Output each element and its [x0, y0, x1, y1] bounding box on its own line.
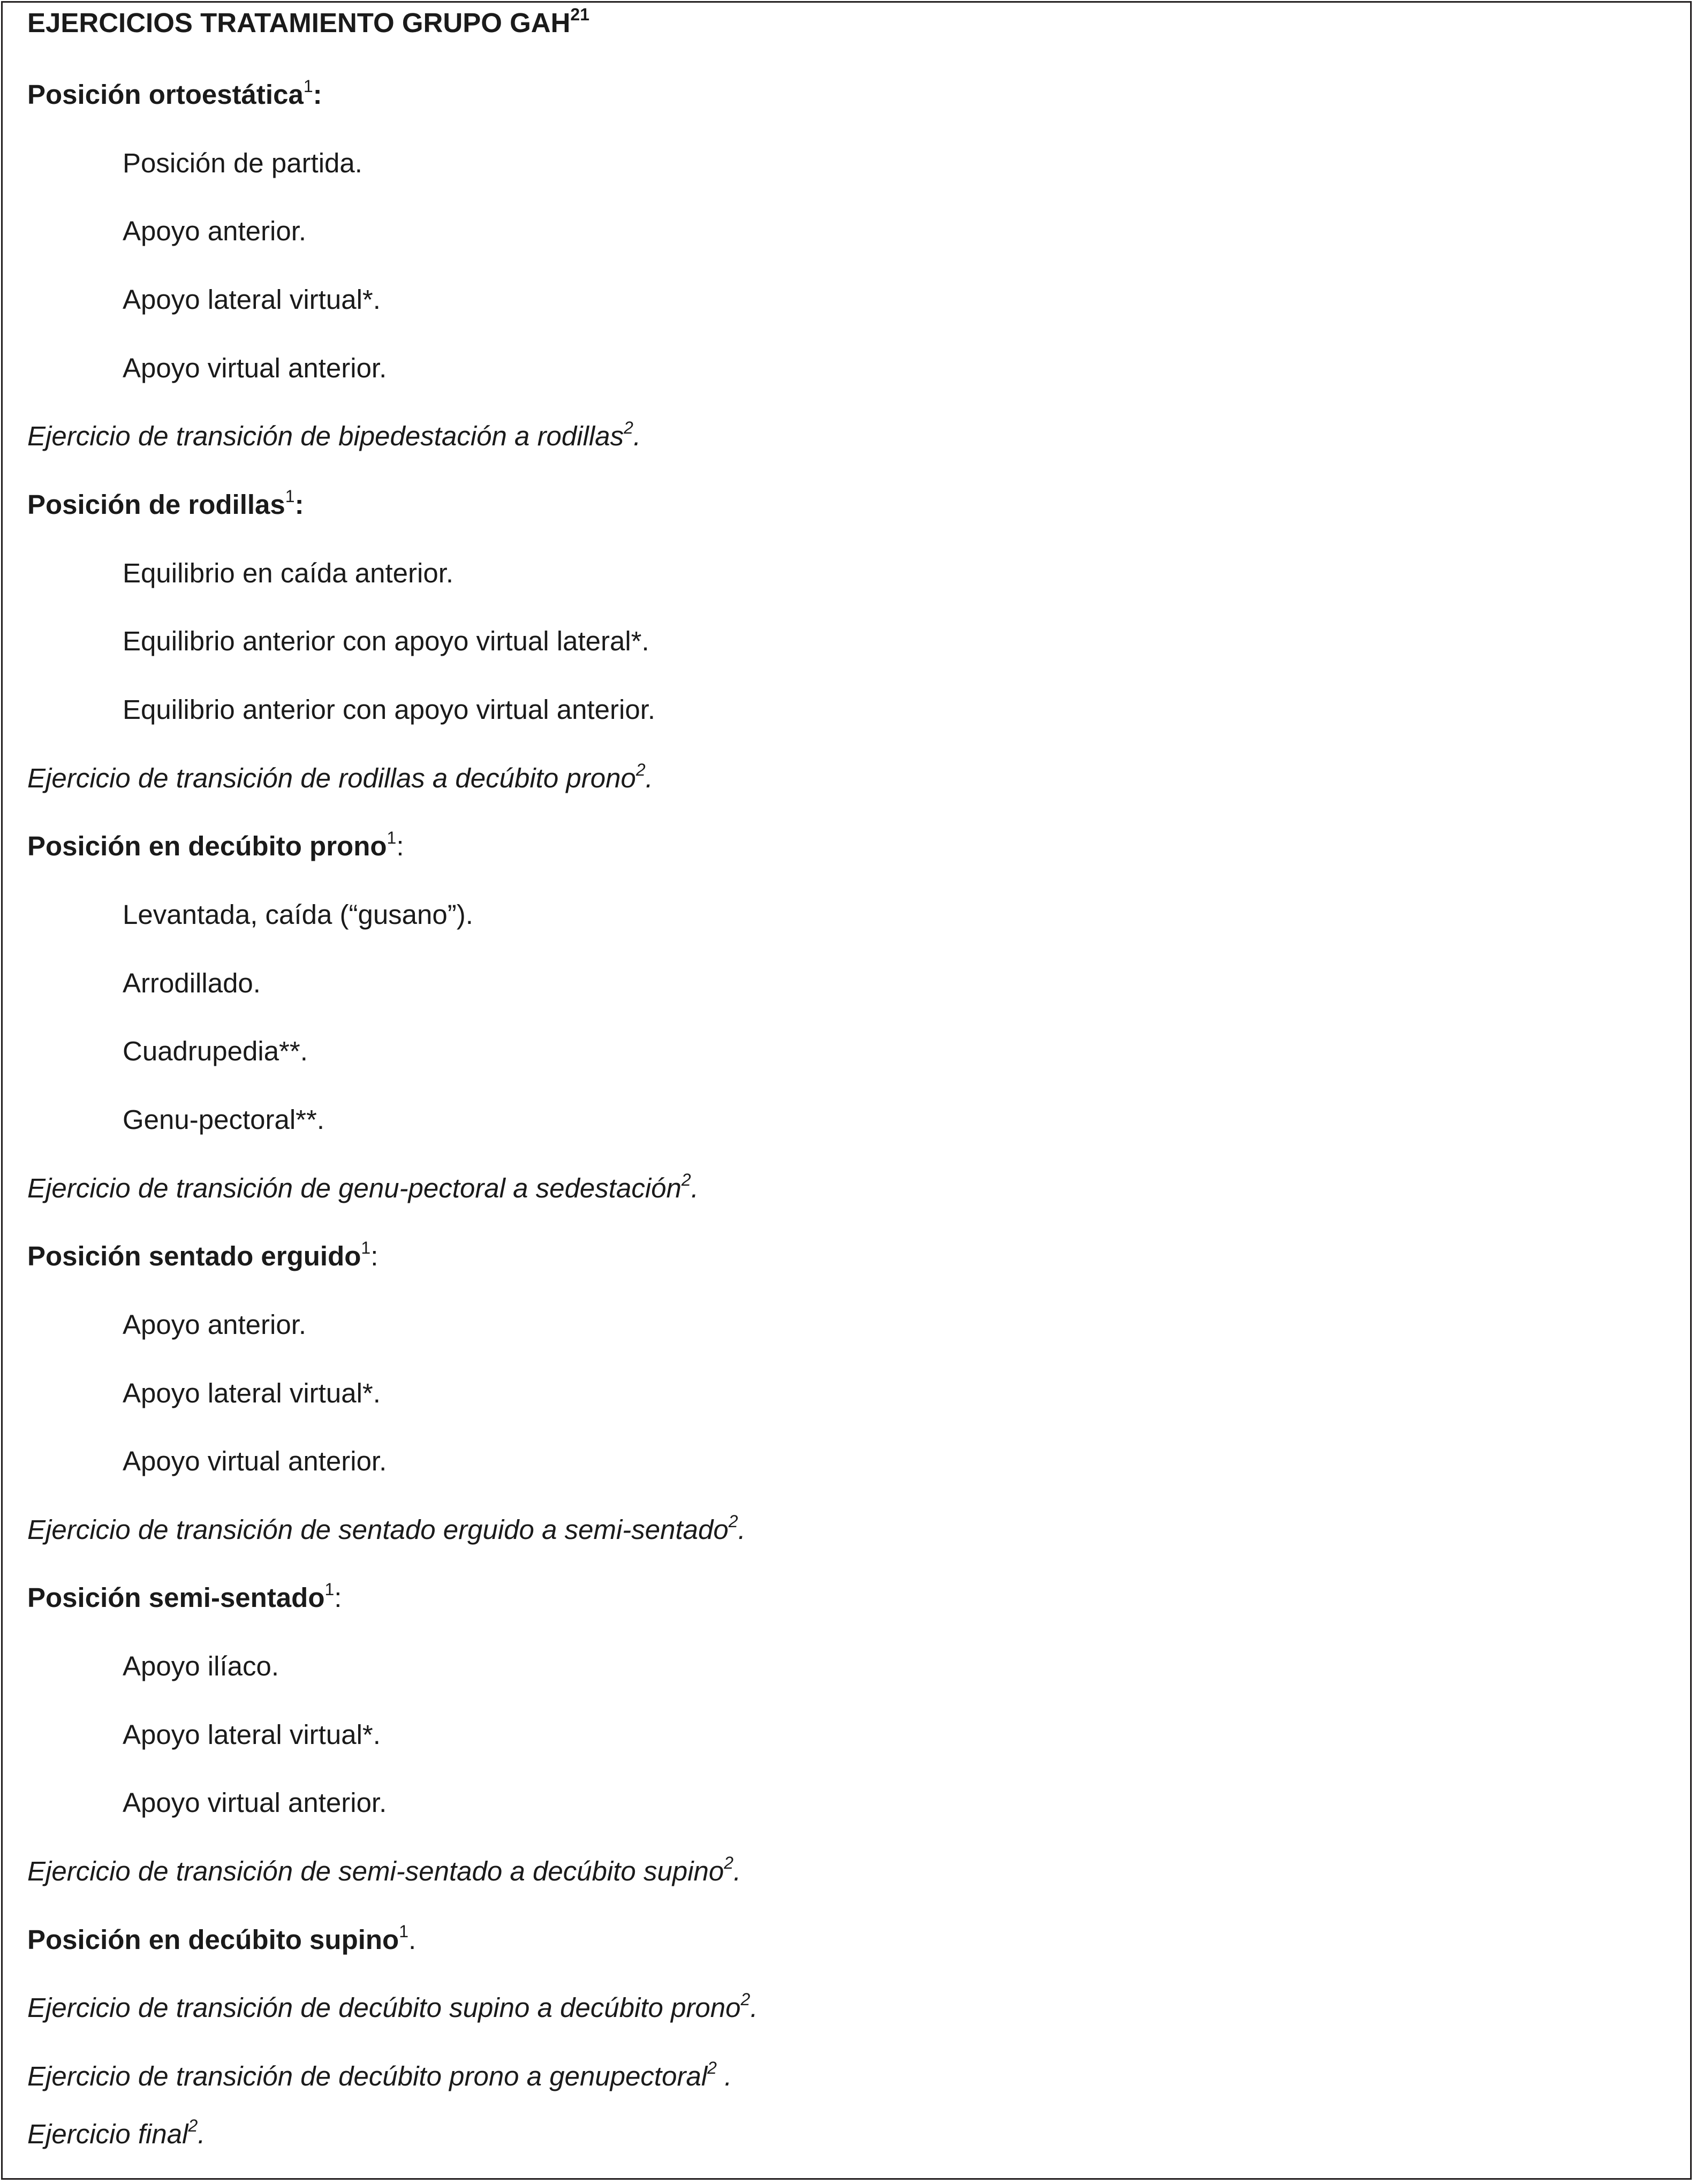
list-item: Apoyo anterior. [123, 216, 307, 246]
document-title: EJERCICIOS TRATAMIENTO GRUPO GAH$^{21}$ [27, 5, 589, 38]
heading-sentado-erguido: Posición sentado erguido$^1$: [27, 1238, 378, 1271]
list-item: Apoyo virtual anterior. [123, 353, 387, 383]
list-item: Apoyo virtual anterior. [123, 1787, 387, 1818]
heading-rodillas: Posición de rodillas$^1$: [27, 487, 304, 520]
transition-exercise: Ejercicio de transición de decúbito prono a genupectoral$^2$ . [27, 2058, 732, 2091]
list-item: Apoyo lateral virtual*. [123, 1719, 381, 1750]
list-item: Apoyo virtual anterior. [123, 1446, 387, 1476]
list-item: Apoyo lateral virtual*. [123, 1378, 381, 1408]
transition-exercise: Ejercicio de transición de genu-pectoral a sedestación$^2$. [27, 1170, 699, 1203]
heading-ortoestatica: Posición ortoestática$^1$: [27, 77, 322, 110]
list-item: Cuadrupedia**. [123, 1036, 308, 1066]
list-item: Arrodillado. [123, 968, 261, 998]
list-item: Equilibrio en caída anterior. [123, 558, 454, 588]
list-item: Equilibrio anterior con apoyo virtual anterior. [123, 694, 656, 725]
transition-exercise: Ejercicio de transición de sentado erguido a semi-sentado$^2$. [27, 1512, 746, 1545]
list-item: Apoyo anterior. [123, 1309, 307, 1340]
transition-exercise: Ejercicio de transición de decúbito supino a decúbito prono$^2$. [27, 1990, 758, 2023]
heading-semi-sentado: Posición semi-sentado$^1$: [27, 1580, 342, 1613]
list-item: Apoyo lateral virtual*. [123, 284, 381, 315]
heading-decubito-supino: Posición en decúbito supino$^1$. [27, 1922, 417, 1955]
transition-exercise: Ejercicio de transición de semi-sentado a decúbito supino$^2$. [27, 1853, 741, 1886]
heading-decubito-prono: Posición en decúbito prono$^1$: [27, 828, 404, 861]
list-item: Genu-pectoral**. [123, 1104, 325, 1135]
list-item: Apoyo ilíaco. [123, 1651, 279, 1681]
list-item: Equilibrio anterior con apoyo virtual lateral*. [123, 626, 649, 656]
transition-exercise: Ejercicio de transición de rodillas a decúbito prono$^2$. [27, 760, 653, 793]
list-item: Levantada, caída (“gusano”). [123, 899, 473, 930]
exercise-list-box [1, 1, 1692, 2180]
final-exercise: Ejercicio final$^2$. [27, 2116, 206, 2149]
transition-exercise: Ejercicio de transición de bipedestación a rodillas$^2$. [27, 418, 641, 451]
list-item: Posición de partida. [123, 148, 362, 178]
